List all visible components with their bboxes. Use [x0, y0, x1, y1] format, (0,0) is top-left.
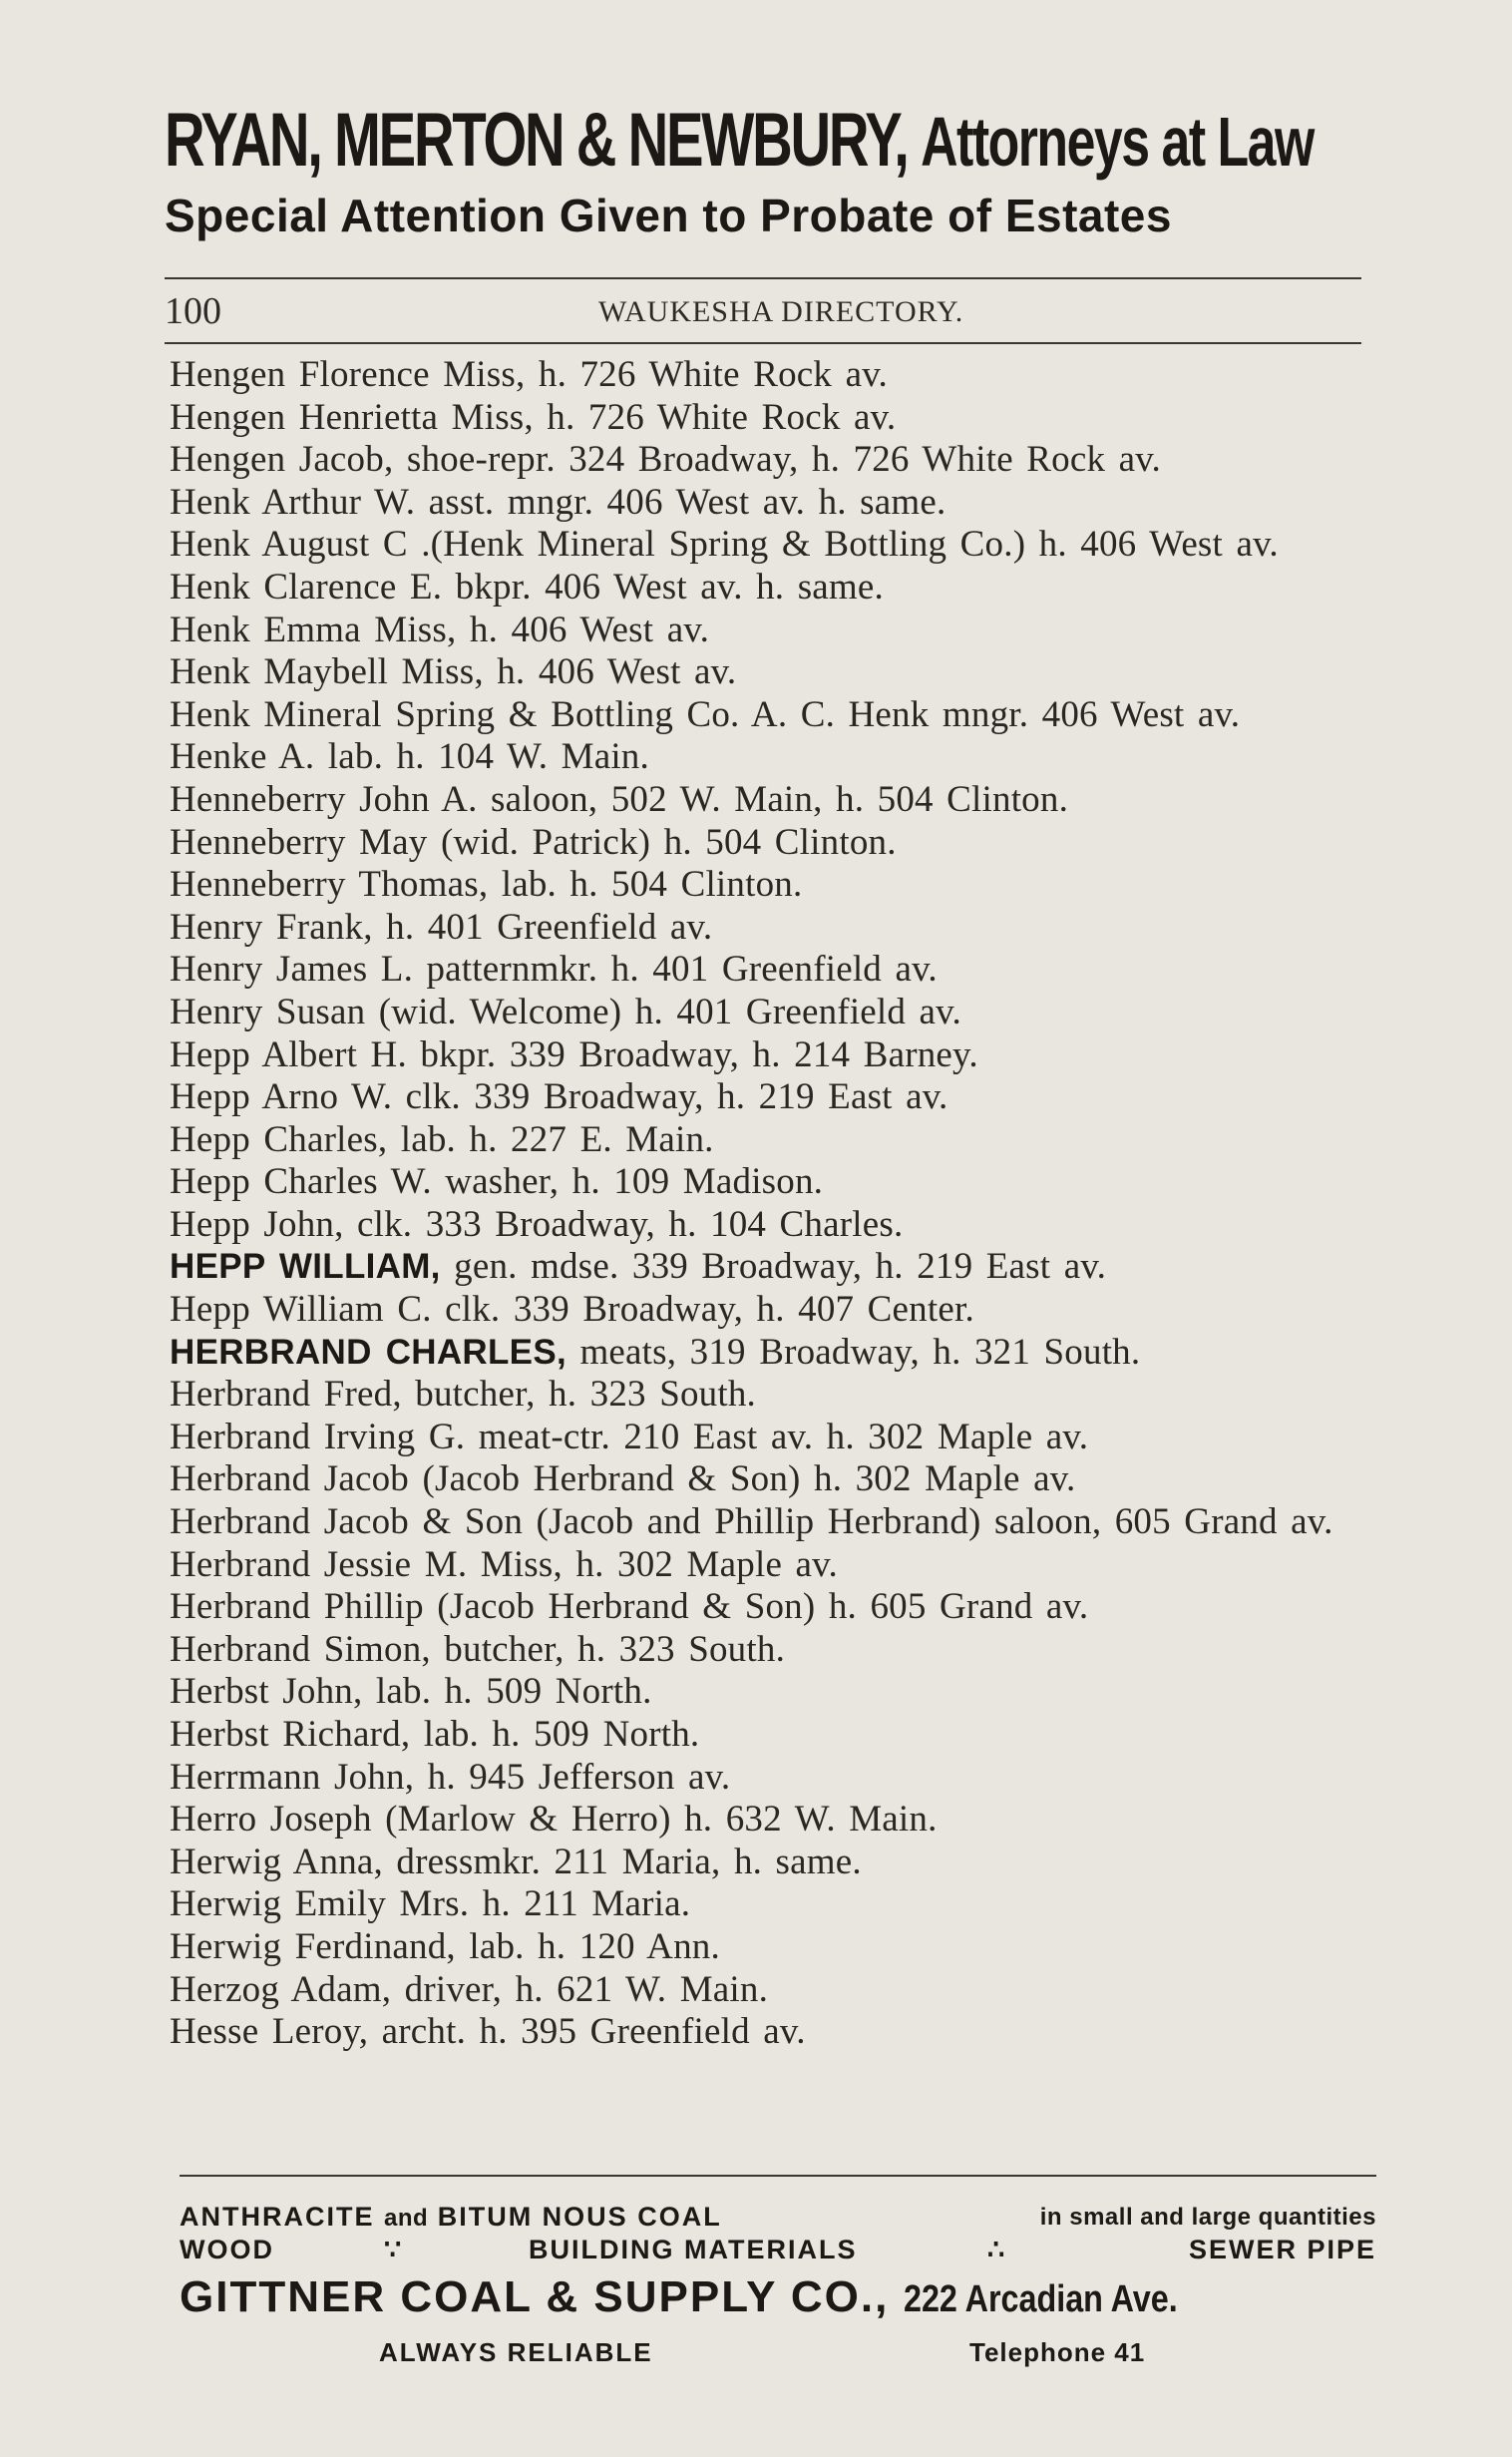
- ad-anthracite: ANTHRACITE: [180, 2202, 375, 2232]
- directory-entry: [170, 1417, 1376, 1459]
- directory-entry: [170, 439, 1376, 482]
- directory-entry: [170, 482, 1376, 525]
- entry-text: Hepp John, clk. 333 Broadway, h. 104 Charles.: [170, 1203, 904, 1245]
- ad-wood: WOOD: [180, 2235, 274, 2264]
- entry-text: Henk August C .(Henk Mineral Spring & Bottling Co.) h. 406 West av.: [170, 524, 1279, 566]
- entry-text: Hengen Florence Miss, h. 726 White Rock av.: [170, 354, 888, 395]
- directory-entry: [170, 1799, 1376, 1842]
- ad-building-materials: BUILDING MATERIALS: [529, 2235, 858, 2264]
- entry-text: Herrmann John, h. 945 Jefferson av.: [170, 1756, 731, 1798]
- top-advertisement: [165, 100, 1356, 240]
- directory-entry: [170, 694, 1376, 737]
- entry-text: Hesse Leroy, archt. h. 395 Greenfield av.: [170, 2011, 806, 2053]
- ad-firm-tagline: Attorneys at Law: [921, 103, 1314, 181]
- ad-company-line: [180, 2272, 1376, 2322]
- directory-entry: [170, 524, 1376, 567]
- entry-text: Hepp William C. clk. 339 Broadway, h. 407 Center.: [170, 1289, 974, 1331]
- entry-text: Henk Maybell Miss, h. 406 West av.: [170, 651, 737, 693]
- entry-text: Herro Joseph (Marlow & Herro) h. 632 W. Main.: [170, 1799, 938, 1841]
- ad-firm-name: RYAN, MERTON & NEWBURY,: [165, 98, 908, 183]
- directory-entry: [170, 1629, 1376, 1672]
- directory-entry: [170, 1332, 1376, 1375]
- ad-line-products: [180, 2202, 1376, 2233]
- directory-entry: [170, 1034, 1376, 1077]
- ad-subtitle: Special Attention Given to Probate of Estates: [165, 190, 1172, 241]
- entry-text: Herbrand Jacob & Son (Jacob and Phillip Herbrand) saloon, 605 Grand av.: [170, 1501, 1333, 1543]
- directory-entry: [170, 1926, 1376, 1969]
- directory-entry: [170, 1246, 1376, 1289]
- directory-entry: [170, 1374, 1376, 1417]
- directory-entry: [170, 1458, 1376, 1501]
- entry-name-bold: HEPP WILLIAM,: [170, 1247, 441, 1287]
- entry-text: Henke A. lab. h. 104 W. Main.: [170, 736, 649, 778]
- entry-text: Herwig Ferdinand, lab. h. 120 Ann.: [170, 1925, 720, 1967]
- entry-text: Herbst Richard, lab. h. 509 North.: [170, 1714, 700, 1755]
- entry-text: Hepp Charles, lab. h. 227 E. Main.: [170, 1118, 714, 1160]
- directory-entry: [170, 1842, 1376, 1884]
- directory-entry: [170, 864, 1376, 907]
- entry-text: Hepp Albert H. bkpr. 339 Broadway, h. 214 Barney.: [170, 1033, 978, 1075]
- directory-entry: [170, 907, 1376, 950]
- directory-entry: [170, 1161, 1376, 1204]
- entry-text: Henk Emma Miss, h. 406 West av.: [170, 609, 710, 650]
- entry-text: Henneberry Thomas, lab. h. 504 Clinton.: [170, 864, 803, 906]
- directory-entry: [170, 992, 1376, 1034]
- directory-entry: [170, 779, 1376, 822]
- directory-entry: [170, 567, 1376, 610]
- bottom-divider: [180, 2175, 1376, 2177]
- entry-text: Herwig Emily Mrs. h. 211 Maria.: [170, 1883, 691, 1925]
- directory-entry: [170, 949, 1376, 992]
- directory-entry: [170, 1969, 1376, 2012]
- ad-bituminous-coal: BITUM NOUS COAL: [437, 2202, 722, 2232]
- entry-text: Herbrand Irving G. meat-ctr. 210 East av. h. 302 Maple av.: [170, 1416, 1089, 1457]
- ad-separator-dots: ∵: [384, 2235, 404, 2264]
- page-number: 100: [165, 290, 221, 332]
- directory-entry: [170, 1501, 1376, 1544]
- entry-text: Herbrand Simon, butcher, h. 323 South.: [170, 1628, 786, 1670]
- entry-text: Herbst John, lab. h. 509 North.: [170, 1671, 652, 1713]
- directory-entry: [170, 397, 1376, 440]
- directory-entry: [170, 2011, 1376, 2054]
- entry-text: Herbrand Phillip (Jacob Herbrand & Son) h. 605 Grand av.: [170, 1586, 1089, 1628]
- entry-text: Hengen Jacob, shoe-repr. 324 Broadway, h. 726 White Rock av.: [170, 439, 1161, 481]
- directory-entry: [170, 1204, 1376, 1247]
- entry-text: Herbrand Fred, butcher, h. 323 South.: [170, 1374, 757, 1416]
- running-head: WAUKESHA DIRECTORY.: [598, 295, 964, 328]
- directory-entry: [170, 1757, 1376, 1800]
- directory-listings: [170, 354, 1376, 2054]
- entry-text: Henneberry John A. saloon, 502 W. Main, h. 504 Clinton.: [170, 778, 1069, 820]
- ad-slogan: ALWAYS RELIABLE: [379, 2337, 653, 2367]
- header-divider: [165, 342, 1361, 344]
- directory-entry: [170, 354, 1376, 397]
- directory-entry: [170, 1714, 1376, 1757]
- entry-text: Hepp Arno W. clk. 339 Broadway, h. 219 East av.: [170, 1076, 948, 1118]
- directory-entry: [170, 1076, 1376, 1119]
- page-header: [165, 289, 1361, 332]
- entry-text: Herzog Adam, driver, h. 621 W. Main.: [170, 1968, 769, 2010]
- entry-text: Henk Arthur W. asst. mngr. 406 West av. h. same.: [170, 481, 946, 523]
- entry-text: Henneberry May (wid. Patrick) h. 504 Clinton.: [170, 821, 897, 863]
- directory-entry: [170, 1671, 1376, 1714]
- directory-entry: [170, 1289, 1376, 1332]
- entry-text: Hepp Charles W. washer, h. 109 Madison.: [170, 1161, 824, 1203]
- entry-text: meats, 319 Broadway, h. 321 South.: [567, 1331, 1141, 1373]
- entry-text: Herbrand Jessie M. Miss, h. 302 Maple av.: [170, 1543, 838, 1585]
- ad-sewer-pipe: SEWER PIPE: [1188, 2235, 1376, 2264]
- entry-text: Henry Susan (wid. Welcome) h. 401 Greenfield av.: [170, 991, 961, 1032]
- entry-text: Henry James L. patternmkr. h. 401 Greenfield av.: [170, 949, 938, 991]
- entry-text: Henk Mineral Spring & Bottling Co. A. C. Henk mngr. 406 West av.: [170, 693, 1241, 735]
- entry-text: Henk Clarence E. bkpr. 406 West av. h. same.: [170, 566, 884, 608]
- ad-company-address: 222 Arcadian Ave.: [903, 2278, 1178, 2320]
- ad-company-name: GITTNER COAL & SUPPLY CO.,: [180, 2272, 890, 2321]
- ad-telephone: Telephone 41: [969, 2337, 1146, 2367]
- ad-title: [165, 100, 1360, 183]
- entry-name-bold: HERBRAND CHARLES,: [170, 1332, 567, 1372]
- top-divider: [165, 277, 1361, 279]
- directory-entry: [170, 736, 1376, 779]
- entry-text: Henry Frank, h. 401 Greenfield av.: [170, 906, 713, 948]
- directory-entry: [170, 610, 1376, 652]
- directory-entry: [170, 1544, 1376, 1587]
- ad-separator-dots: ∴: [987, 2235, 1007, 2264]
- ad-quantities: in small and large quantities: [1039, 2204, 1376, 2231]
- directory-entry: [170, 1119, 1376, 1162]
- ad-and: and: [384, 2205, 429, 2232]
- entry-text: gen. mdse. 339 Broadway, h. 219 East av.: [440, 1246, 1107, 1288]
- directory-entry: [170, 1586, 1376, 1629]
- entry-text: Herbrand Jacob (Jacob Herbrand & Son) h. 302 Maple av.: [170, 1458, 1076, 1500]
- entry-text: Herwig Anna, dressmkr. 211 Maria, h. same.: [170, 1841, 862, 1882]
- entry-text: Hengen Henrietta Miss, h. 726 White Rock av.: [170, 396, 897, 438]
- directory-entry: [170, 822, 1376, 865]
- directory-entry: [170, 651, 1376, 694]
- directory-entry: [170, 1883, 1376, 1926]
